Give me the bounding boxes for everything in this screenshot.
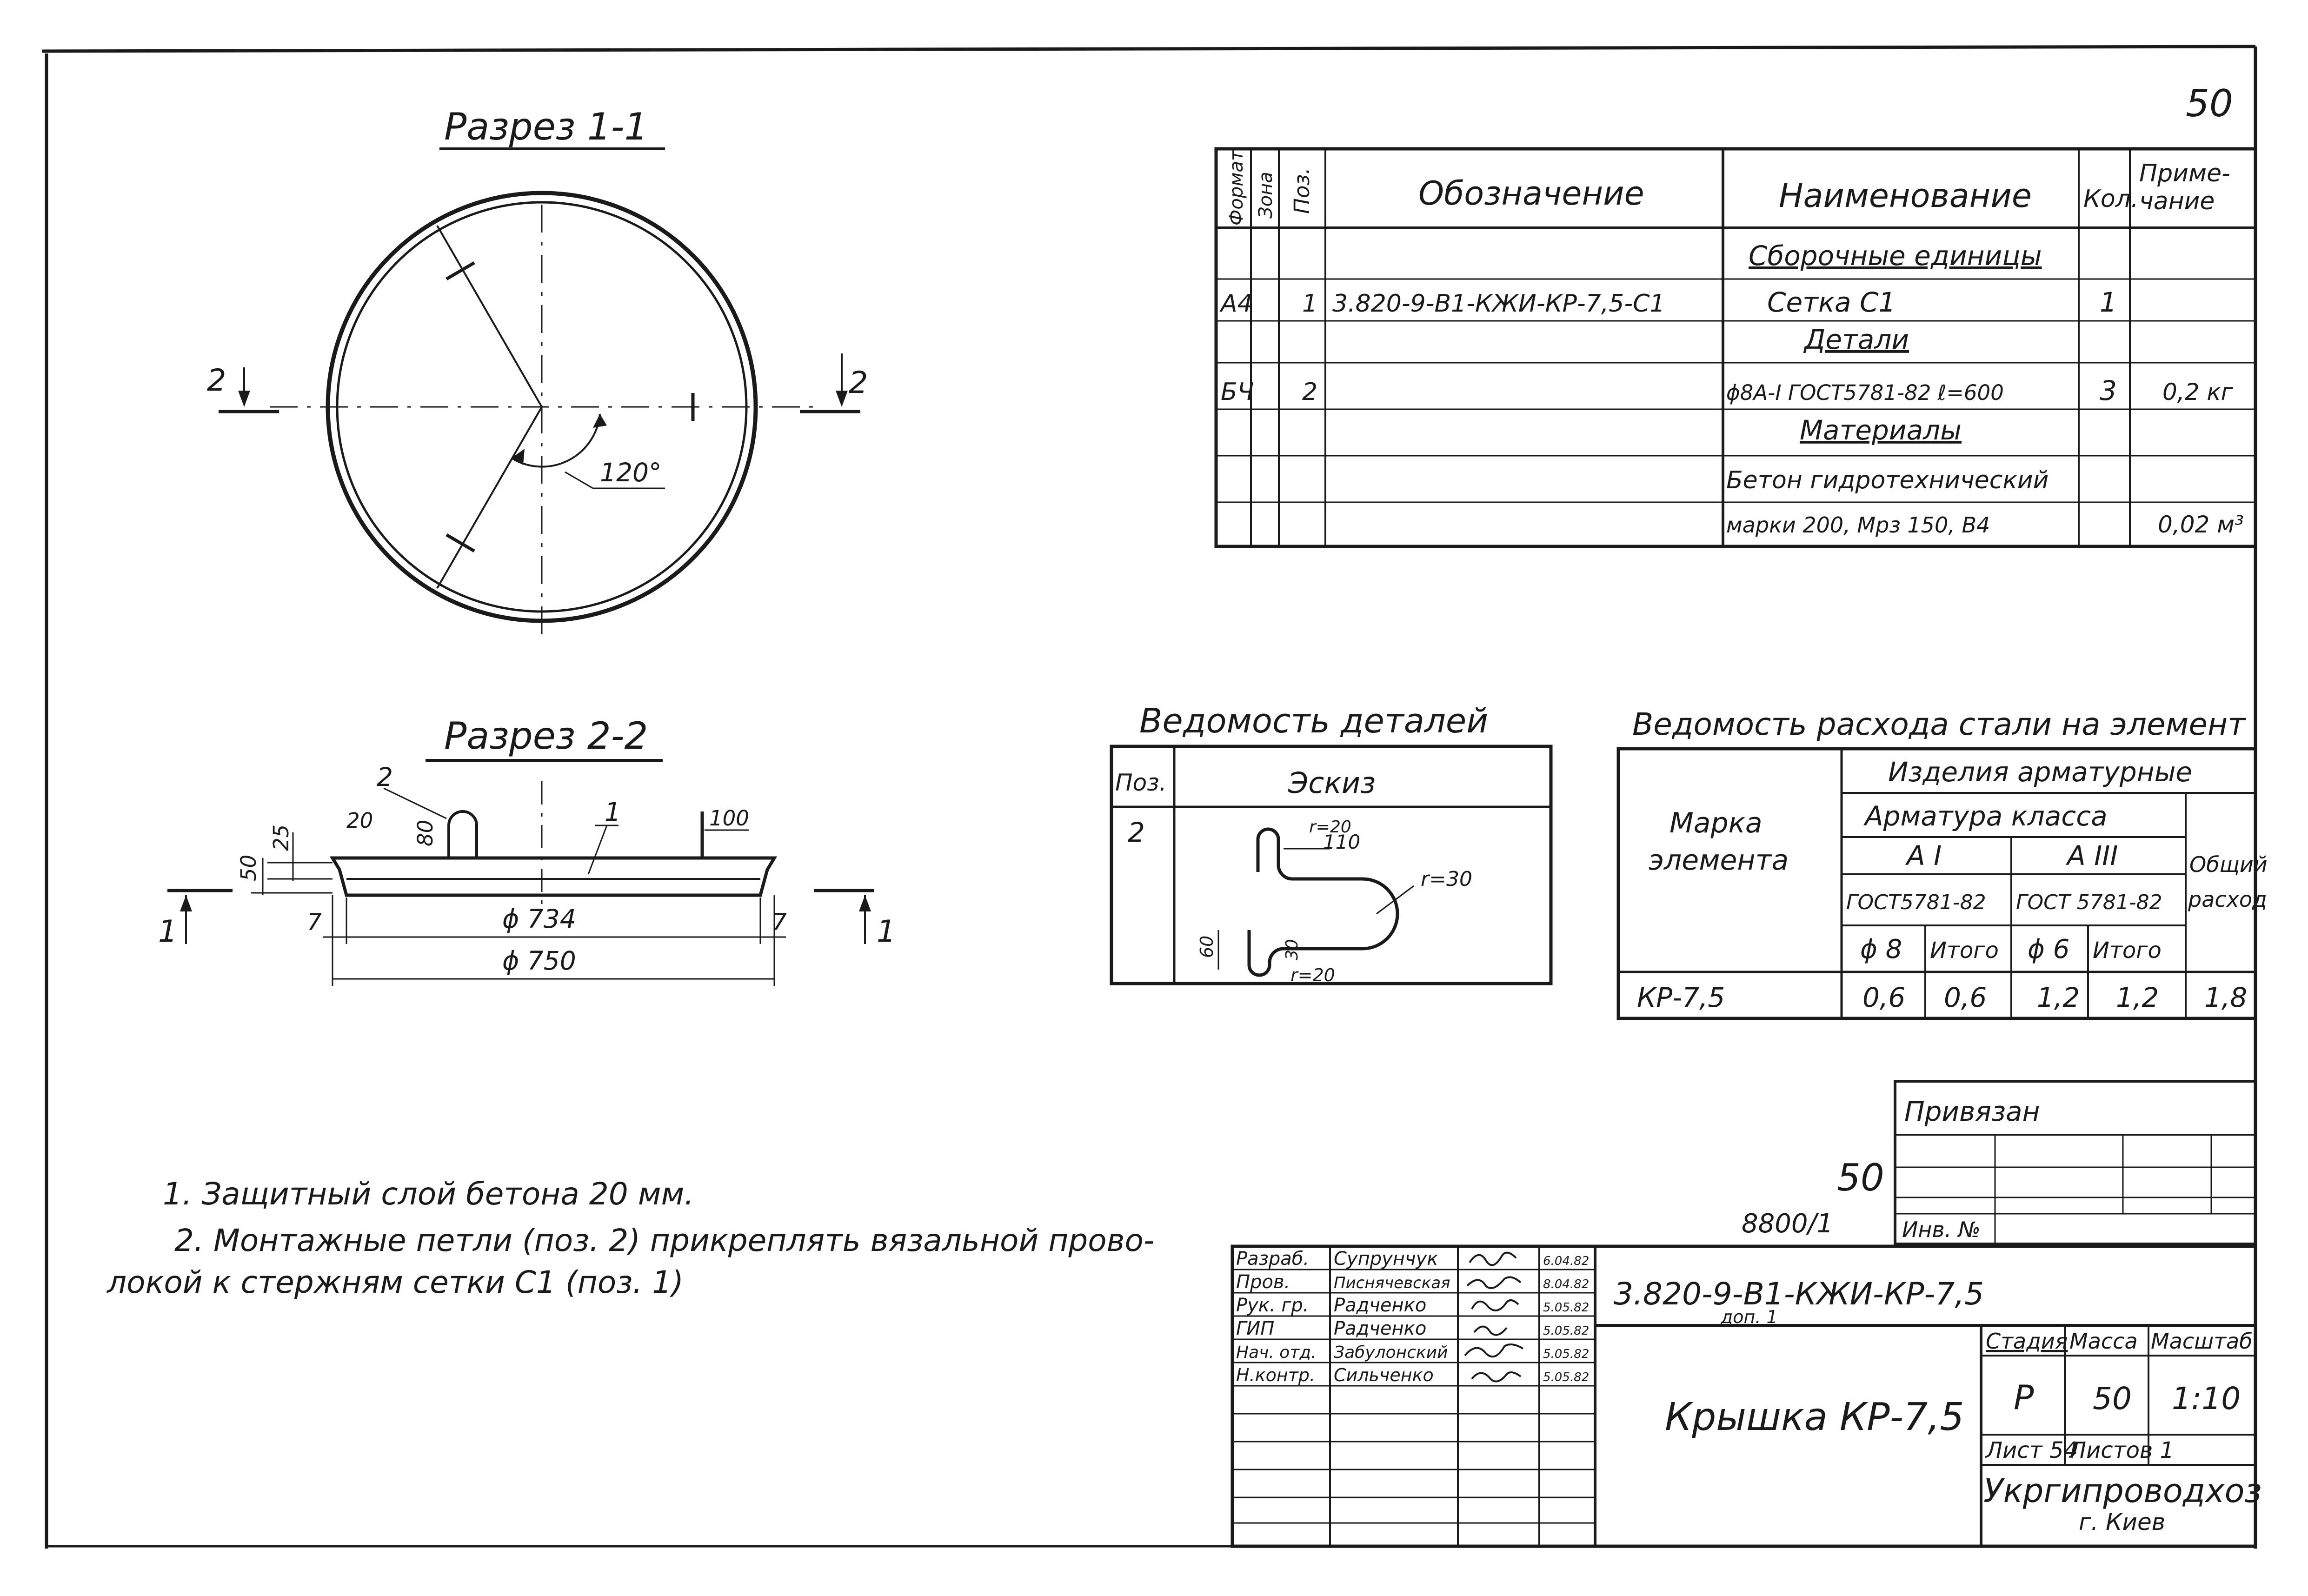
tb-date-2: 8.04.82 — [1543, 1277, 1590, 1291]
tb-role-3: Рук. гр. — [1236, 1295, 1309, 1316]
tb-scale: 1:10 — [2172, 1381, 2241, 1416]
section-1-1 — [207, 105, 868, 642]
spec-row-3-name: Бетон гидротехнический — [1726, 466, 2049, 494]
steel-class-a1: А I — [1907, 840, 1942, 871]
tb-sheets: Листов 1 — [2069, 1437, 2175, 1463]
steel-gost-a3: ГОСТ 5781-82 — [2016, 891, 2162, 914]
steel-row-v2: 0,6 — [1944, 982, 1987, 1013]
dim-7-left: 7 — [307, 909, 322, 936]
spec-group-materials: Материалы — [1800, 414, 1962, 446]
steel-phi6: ϕ 6 — [2028, 934, 2070, 964]
angle-arrow-1 — [512, 449, 525, 465]
steel-sheet-title: Ведомость расхода стали на элемент — [1632, 706, 2246, 742]
sketch-len-110: 110 — [1323, 831, 1361, 853]
tb-date-6: 5.05.82 — [1543, 1370, 1590, 1384]
section-2-2 — [158, 714, 896, 986]
binding-stamp — [1742, 1081, 2255, 1244]
dim-25: 25 — [269, 824, 293, 851]
pos-1-label: 1 — [605, 797, 621, 827]
steel-class-a3: А III — [2067, 840, 2118, 871]
spec-row-4-name: марки 200, Мрз 150, В4 — [1726, 512, 1990, 538]
steel-phi8: ϕ 8 — [1860, 934, 1902, 964]
cut-2-right-arrowhead — [836, 391, 848, 407]
signature-4 — [1474, 1327, 1507, 1335]
tb-name-3: Радченко — [1334, 1295, 1427, 1316]
spec-header-format: Формат — [1226, 150, 1247, 226]
tb-org: Укргипроводхоз — [1983, 1472, 2262, 1510]
dim-7-right: 7 — [772, 909, 787, 936]
steel-mark-label-2: элемента — [1649, 844, 1789, 877]
mounting-loop — [449, 811, 477, 858]
cut-2-right-label: 2 — [849, 366, 868, 400]
signature-2 — [1467, 1277, 1521, 1288]
tb-city: г. Киев — [2079, 1509, 2166, 1536]
cut-2-left-label: 2 — [207, 363, 226, 398]
angle-arc — [512, 414, 600, 467]
spec-header-qty: Кол. — [2083, 185, 2139, 213]
steel-products: Изделия арматурные — [1888, 756, 2193, 788]
tb-sheet: Лист 54 — [1986, 1437, 2078, 1463]
spec-group-assembly: Сборочные единицы — [1749, 240, 2042, 272]
details-pos-2: 2 — [1128, 817, 1145, 848]
note-3: локой к стержням сетки С1 (поз. 1) — [107, 1264, 684, 1300]
tb-name-2: Писнячевская — [1334, 1274, 1450, 1292]
tb-role-5: Нач. отд. — [1236, 1343, 1317, 1362]
tb-name: Крышка КР-7,5 — [1665, 1395, 1964, 1439]
dim-50: 50 — [236, 854, 261, 881]
cut-1-left-arrowhead — [180, 895, 192, 911]
dim-734: ϕ 734 — [502, 904, 576, 934]
cut-1-left-label: 1 — [158, 914, 178, 949]
angle-leader — [565, 472, 593, 488]
specification-table — [1216, 149, 2255, 546]
dim-20: 20 — [346, 808, 373, 833]
steel-mark-label-1: Марка — [1669, 807, 1763, 839]
binding-label: Привязан — [1904, 1096, 2040, 1127]
steel-row-mark: КР-7,5 — [1637, 982, 1725, 1013]
spec-row-1-pos: 1 — [1302, 290, 1318, 318]
steel-row-v3: 1,2 — [2037, 982, 2080, 1013]
spec-row-2-qty: 3 — [2100, 375, 2117, 406]
steel-row-v4: 1,2 — [2116, 982, 2159, 1013]
details-sheet-title: Ведомость деталей — [1139, 701, 1488, 740]
tb-stage: Р — [2014, 1378, 2034, 1417]
angle-arrow-2 — [593, 414, 607, 428]
cut-2-left-arrowhead — [238, 391, 250, 407]
spec-row-1-format: А4 — [1221, 290, 1253, 318]
tb-date-3: 5.05.82 — [1543, 1301, 1590, 1315]
spec-group-details: Детали — [1804, 324, 1909, 355]
angle-label: 120° — [600, 458, 662, 487]
signature-6 — [1472, 1372, 1521, 1382]
sketch-r-bottom: r=20 — [1290, 965, 1335, 985]
spec-header-zone: Зона — [1255, 172, 1277, 219]
sketch-r-top: r=20 — [1309, 818, 1351, 837]
tb-role-6: Н.контр. — [1236, 1365, 1316, 1385]
dim-100: 100 — [709, 806, 749, 831]
tb-code-sub: доп. 1 — [1721, 1307, 1778, 1327]
tb-name-5: Забулонский — [1334, 1343, 1448, 1362]
tb-name-6: Сильченко — [1334, 1365, 1434, 1385]
spec-header-designation: Обозначение — [1418, 174, 1644, 213]
note-2: 2. Монтажные петли (поз. 2) прикреплять вязальной прово- — [174, 1223, 1155, 1258]
loop-axis-2 — [437, 407, 542, 588]
spec-row-2-format: БЧ — [1221, 378, 1254, 406]
steel-itogo-1: Итого — [1930, 938, 1999, 964]
section-1-title: Разрез 1-1 — [444, 105, 648, 148]
spec-row-2-note: 0,2 кг — [2162, 379, 2233, 406]
steel-total-label-2: расход — [2188, 887, 2267, 912]
tb-stage-label: Стадия — [1986, 1329, 2068, 1354]
signature-1 — [1470, 1253, 1516, 1265]
cut-1-right-arrowhead — [859, 895, 871, 911]
cut-1-right-label: 1 — [877, 914, 896, 949]
tb-role-2: Пров. — [1236, 1271, 1290, 1293]
spec-row-2-pos: 2 — [1302, 378, 1318, 406]
tb-role-1: Разраб. — [1236, 1248, 1310, 1270]
spec-row-1-qty: 1 — [2100, 286, 2117, 318]
tb-name-1: Супрунчук — [1334, 1248, 1438, 1270]
steel-row-v1: 0,6 — [1862, 982, 1906, 1013]
spec-row-2-name: ϕ8А-I ГОСТ5781-82 ℓ=600 — [1726, 380, 2004, 405]
dim-750: ϕ 750 — [502, 946, 576, 976]
sketch-dim-30: 30 — [1283, 939, 1302, 960]
spec-header-note-2: чание — [2139, 187, 2215, 215]
steel-total-label-1: Общий — [2189, 852, 2268, 877]
spec-row-4-note: 0,02 м³ — [2158, 511, 2244, 538]
signature-3 — [1472, 1300, 1518, 1310]
steel-rebar-class: Арматура класса — [1865, 800, 2108, 832]
details-sheet — [1111, 701, 1551, 985]
sheet-number: 50 — [2186, 82, 2233, 125]
steel-gost-a1: ГОСТ5781-82 — [1846, 891, 1986, 914]
note-1: 1. Защитный слой бетона 20 мм. — [163, 1176, 694, 1212]
tb-scale-label: Масштаб — [2151, 1329, 2253, 1354]
tb-date-5: 5.05.82 — [1543, 1347, 1590, 1361]
tb-mass: 50 — [2093, 1381, 2132, 1416]
pos-1-leader — [588, 825, 607, 874]
pos-2-leader — [384, 788, 446, 818]
section-2-title: Разрез 2-2 — [444, 714, 648, 758]
dim-80: 80 — [413, 819, 438, 846]
spec-header-pos: Поз. — [1290, 167, 1314, 214]
title-block — [1232, 1246, 2262, 1546]
pos-2-label: 2 — [377, 762, 393, 792]
stamp-num-50: 50 — [1837, 1156, 1884, 1199]
steel-itogo-2: Итого — [2093, 938, 2162, 964]
lid-profile — [333, 858, 774, 895]
spec-row-1-designation: 3.820-9-В1-КЖИ-КР-7,5-С1 — [1332, 290, 1665, 318]
details-col-sketch: Эскиз — [1288, 766, 1376, 800]
spec-row-1-name: Сетка С1 — [1767, 286, 1896, 318]
tb-date-4: 5.05.82 — [1543, 1324, 1590, 1338]
steel-sheet-border — [1618, 749, 2255, 1018]
notes — [106, 1176, 1155, 1300]
steel-row-v5: 1,8 — [2204, 982, 2248, 1013]
tb-role-4: ГИП — [1236, 1318, 1275, 1339]
spec-header-note-1: Приме- — [2139, 160, 2230, 187]
spec-header-name: Наименование — [1779, 177, 2032, 215]
tb-mass-label: Масса — [2069, 1329, 2138, 1354]
tb-date-1: 6.04.82 — [1543, 1254, 1590, 1268]
sketch-r-30: r=30 — [1421, 867, 1472, 891]
steel-sheet — [1618, 706, 2268, 1018]
sketch-dim-60: 60 — [1197, 935, 1217, 958]
signature-5 — [1465, 1344, 1523, 1357]
details-col-pos: Поз. — [1115, 769, 1167, 796]
tb-code: 3.820-9-В1-КЖИ-КР-7,5 — [1614, 1276, 1984, 1312]
inv-no-label: Инв. № — [1902, 1217, 1981, 1242]
loop-axis-1 — [437, 226, 542, 407]
sketch-r30-leader — [1377, 886, 1414, 914]
stamp-inv: 8800/1 — [1742, 1209, 1834, 1239]
tb-name-4: Радченко — [1334, 1318, 1427, 1339]
frame-top — [42, 47, 2255, 51]
